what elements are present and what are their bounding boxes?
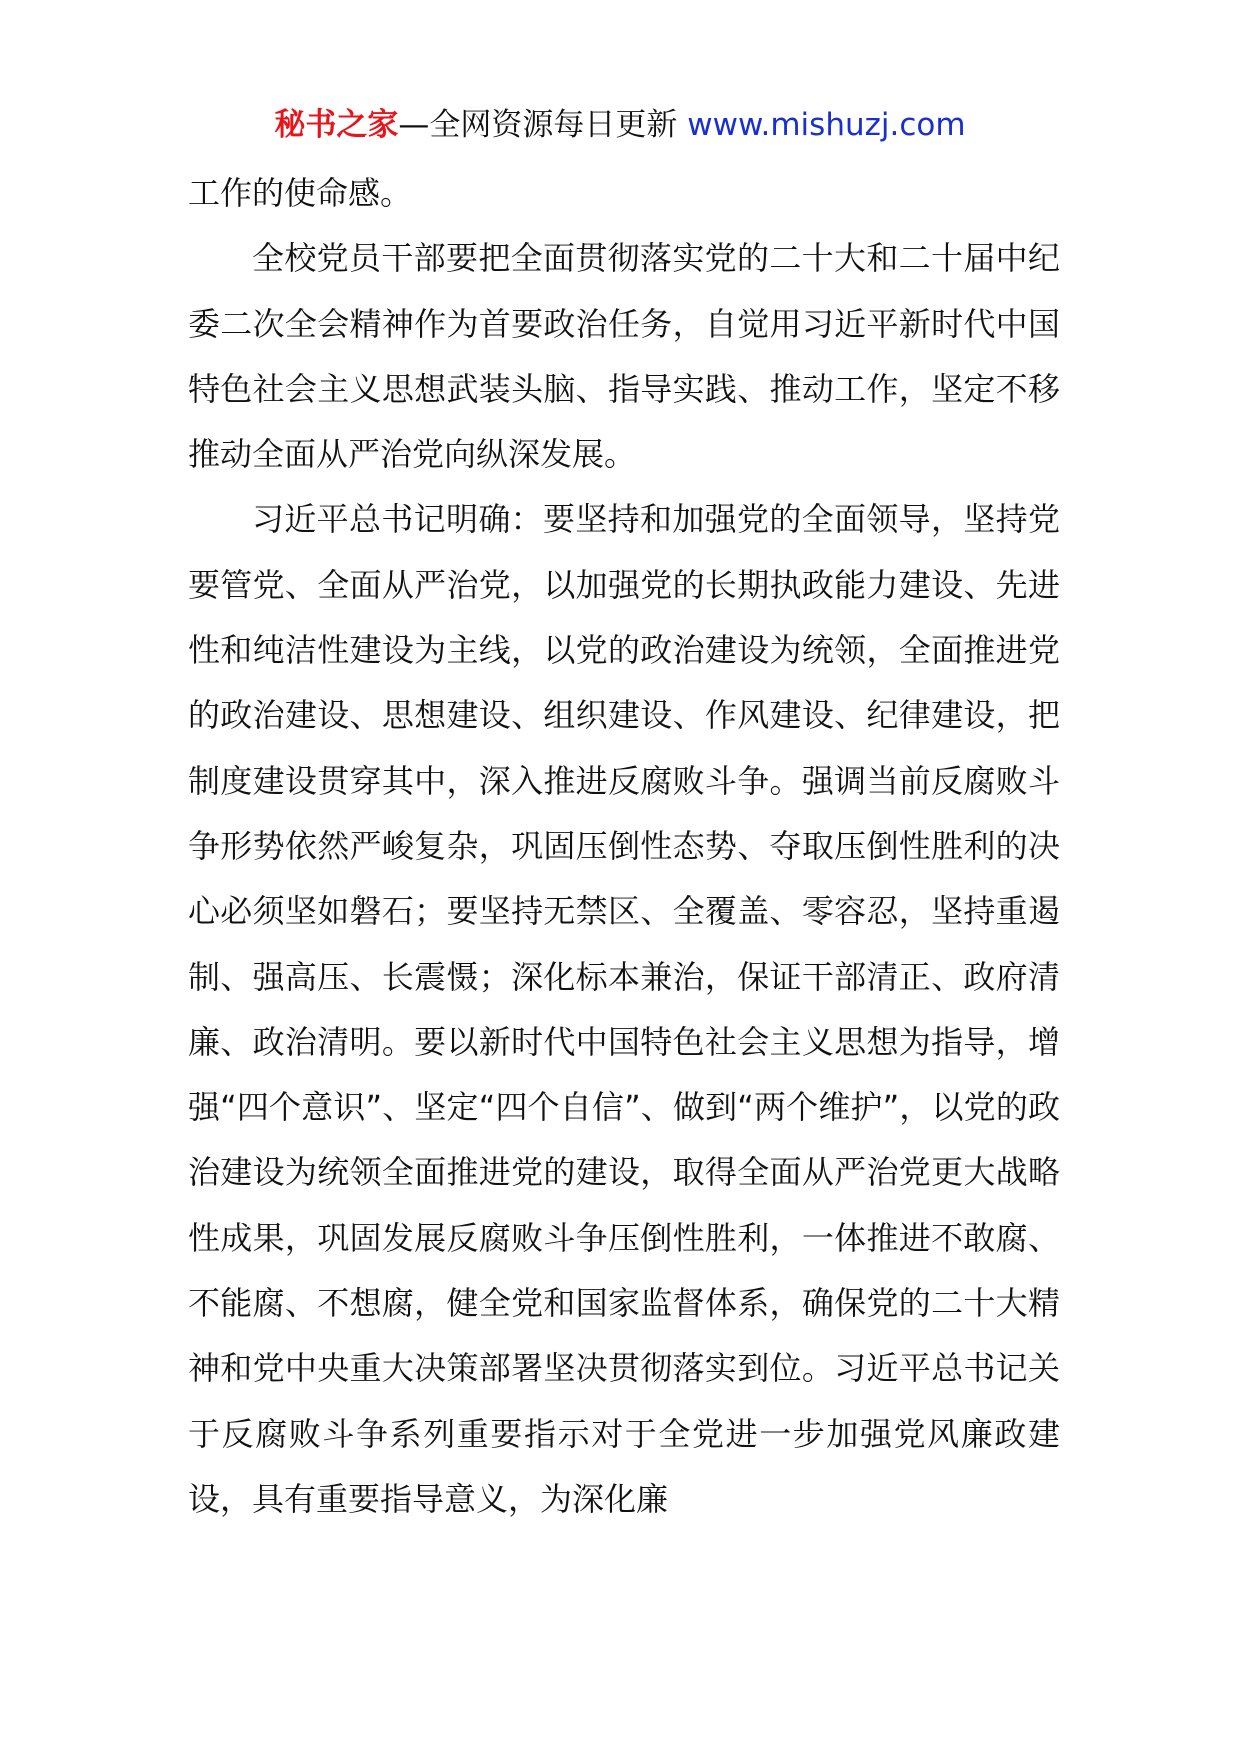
header-tagline: —全网资源每日更新 <box>398 107 678 143</box>
document-body <box>188 161 1060 1532</box>
paragraph: 全校党员干部要把全面贯彻落实党的二十大和二十届中纪委二次全会精神作为首要政治任务，自觉用习近平新时代中国特色社会主义思想武装头脑、指导实践、推动工作，坚定不移推动全面从严治党向纵深发展。 <box>188 239 1060 474</box>
paragraph: 习近平总书记明确：要坚持和加强党的全面领导，坚持党要管党、全面从严治党，以加强党的长期执政能力建设、先进性和纯洁性建设为主线，以党的政治建设为统领，全面推进党的政治建设、思想建设、组织建设、作风建设、纪律建设，把制度建设贯穿其中，深入推进反腐败斗争。强调当前反腐败斗争形势依然严峻复杂，巩固压倒性态势、夺取压倒性胜利的决心必须坚如磐石；要坚持无禁区、全覆盖、零容忍，坚持重遏制、强高压、长震慑；深化标本兼治，保证干部清正、政府清廉、政治清明。要以新时代中国特色社会主义思想为指导，增强“四个意识”、坚定“四个自信”、做到“两个维护”，以党的政治建设为统领全面推进党的建设，取得全面从严治党更大战略性成果，巩固发展反腐败斗争压倒性胜利，一体推进不敢腐、不能腐、不想腐，健全党和国家监督体系，确保党的二十大精神和党中央重大决策部署坚决贯彻落实到位。习近平总书记关于反腐败斗争系列重要指示对于全党进一步加强党风廉政建设，具有重要指导意义，为深化廉 <box>188 500 1060 1518</box>
site-url-link[interactable]: www.mishuzj.com <box>687 107 966 143</box>
brand-name: 秘书之家 <box>274 107 399 143</box>
site-header <box>0 100 1240 150</box>
paragraph-continued: 工作的使命感。 <box>188 174 413 212</box>
